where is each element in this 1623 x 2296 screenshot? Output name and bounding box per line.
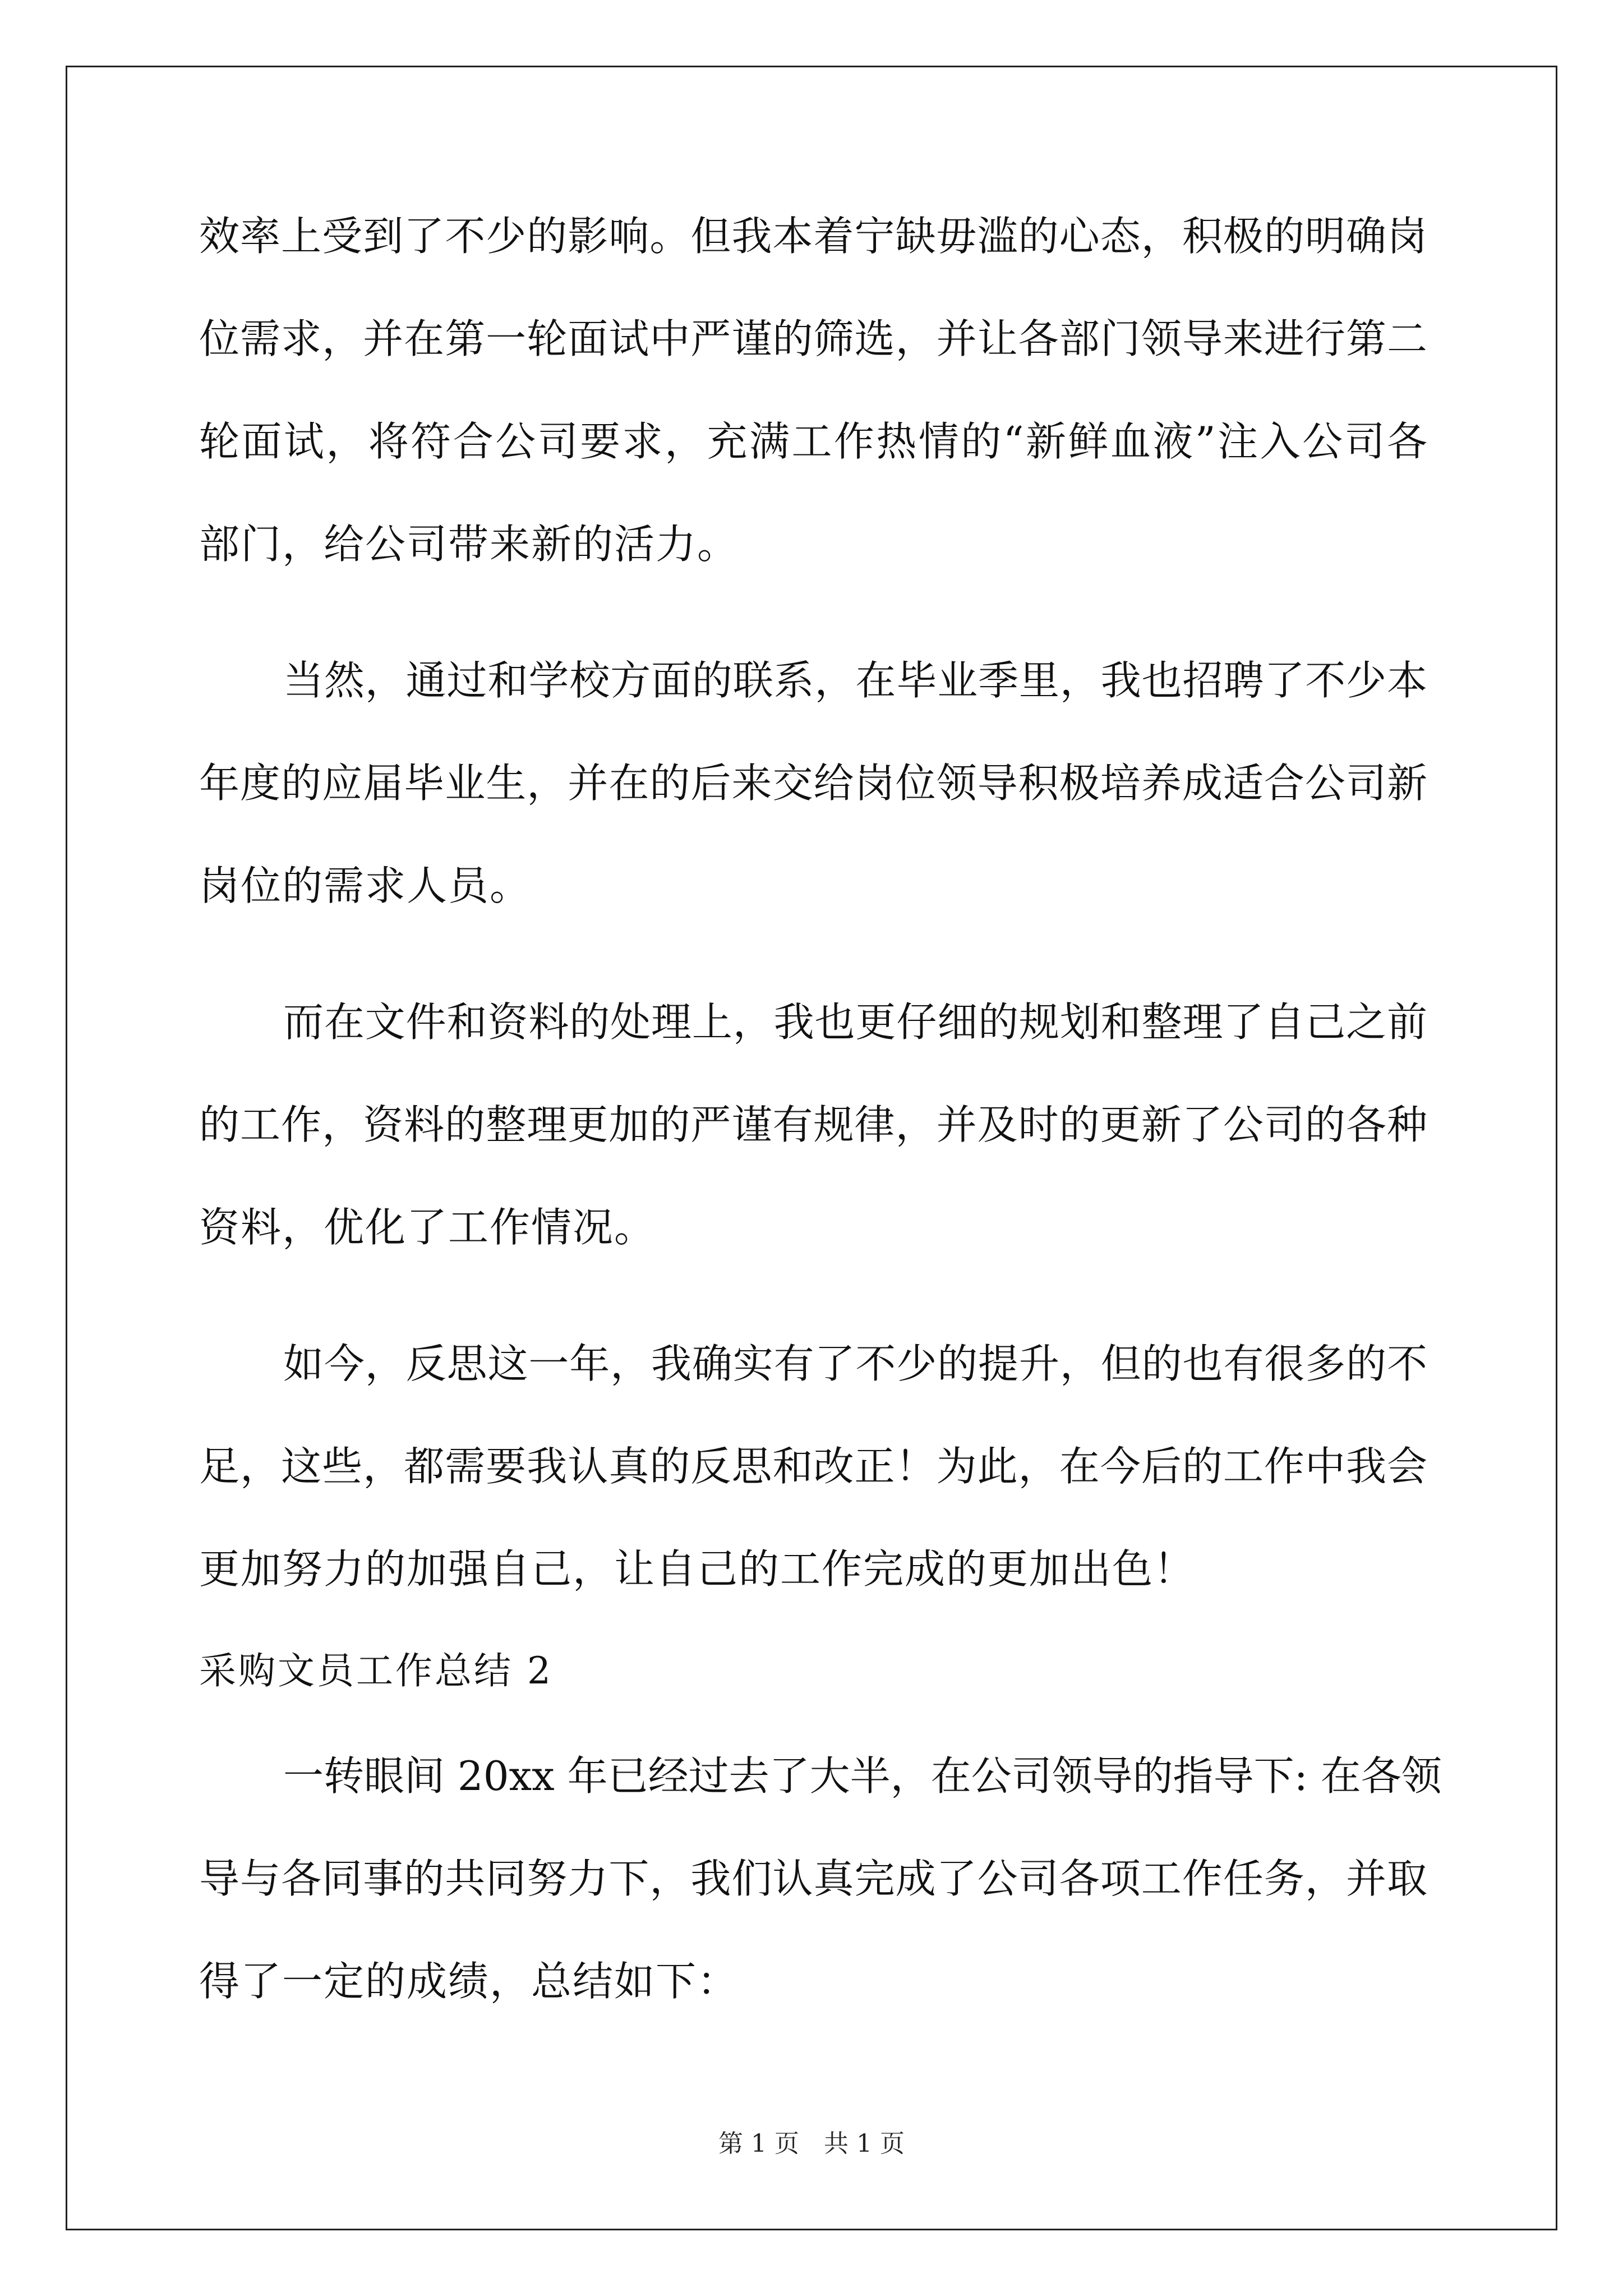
paragraph-line: 如今，反思这一年，我确实有了不少的提升，但的也有很多的不 <box>283 1340 1427 1387</box>
paragraph-line: 轮面试，将符合公司要求，充满工作热情的“新鲜血液”注入公司各 <box>199 418 1427 465</box>
paragraph-line: 足，这些，都需要我认真的反思和改正！为此，在今后的工作中我会 <box>199 1443 1427 1490</box>
paragraph-line: 岗位的需求人员。 <box>199 862 532 909</box>
paragraph-line: 位需求，并在第一轮面试中严谨的筛选，并让各部门领导来进行第二 <box>199 315 1427 362</box>
paragraph-line: 当然，通过和学校方面的联系，在毕业季里，我也招聘了不少本 <box>283 657 1427 704</box>
section-heading: 采购文员工作总结 2 <box>199 1649 553 1692</box>
paragraph-line: 的工作，资料的整理更加的严谨有规律，并及时的更新了公司的各种 <box>199 1101 1427 1148</box>
paragraph-line: 而在文件和资料的处理上，我也更仔细的规划和整理了自己之前 <box>283 999 1427 1046</box>
paragraph-line: 部门，给公司带来新的活力。 <box>199 521 739 568</box>
paragraph-line: 更加努力的加强自己，让自己的工作完成的更加出色！ <box>199 1545 1196 1593</box>
page-number-footer: 第 1 页 共 1 页 <box>718 2129 905 2158</box>
paragraph-line: 年度的应届毕业生，并在的后来交给岗位领导积极培养成适合公司新 <box>199 760 1427 807</box>
paragraph-line: 得了一定的成绩，总结如下： <box>199 1958 739 2005</box>
paragraph-line: 效率上受到了不少的影响。但我本着宁缺毋滥的心态，积极的明确岗 <box>199 213 1427 260</box>
paragraph-line: 一转眼间 20xx 年已经过去了大半，在公司领导的指导下: 在各领 <box>283 1752 1442 1800</box>
paragraph-line: 导与各同事的共同努力下，我们认真完成了公司各项工作任务，并取 <box>199 1855 1427 1902</box>
paragraph-line: 资料，优化了工作情况。 <box>199 1204 656 1251</box>
